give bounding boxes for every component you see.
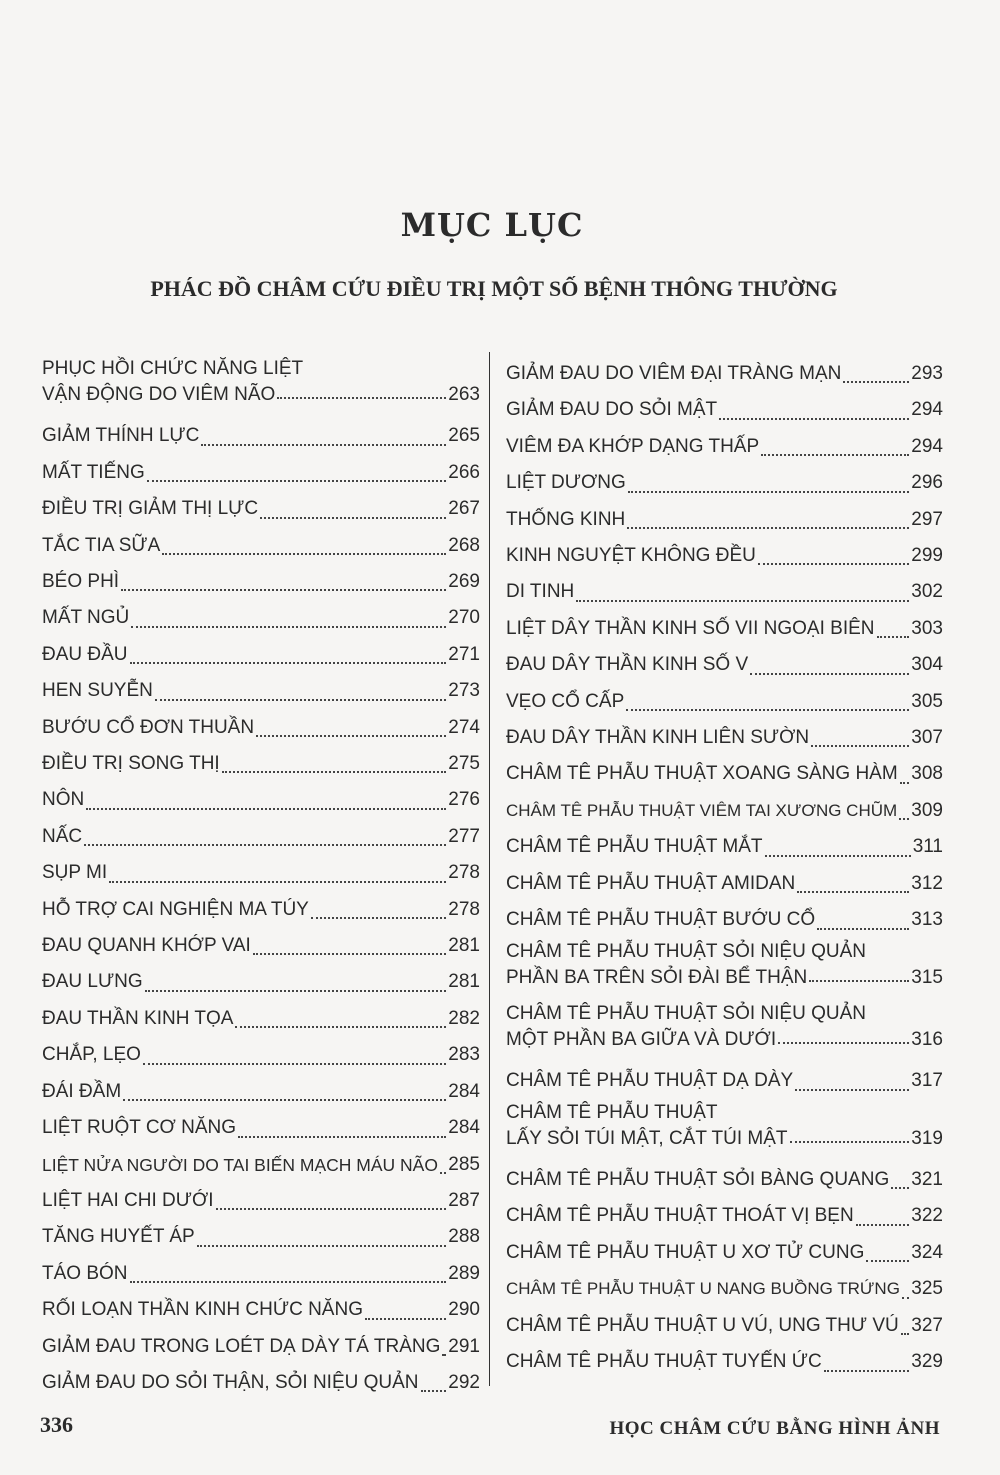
toc-entry-page: 263 [448, 384, 480, 405]
toc-entry [506, 793, 943, 829]
toc-entry-page: 319 [911, 1127, 943, 1149]
toc-entry-page: 275 [448, 753, 480, 775]
dot-leader [222, 771, 447, 773]
toc-entry [506, 756, 943, 792]
toc-entry [42, 710, 480, 746]
toc-entry-label: ĐIỀU TRỊ GIẢM THỊ LỰC [42, 498, 259, 520]
toc-entry [506, 684, 943, 720]
dot-leader [109, 881, 446, 883]
toc-entry-label: CHÂM TÊ PHẪU THUẬT U VÚ, UNG THƯ VÚ [506, 1314, 899, 1336]
toc-entry [42, 1147, 480, 1183]
toc-entry-label: TÁO BÓN [42, 1262, 128, 1284]
toc-entry-label: DI TINH [506, 581, 575, 603]
toc-entry-page: 291 [448, 1335, 480, 1357]
dot-leader [901, 1333, 910, 1335]
toc-entry [42, 564, 480, 600]
dot-leader [147, 480, 447, 482]
toc-entry-page: 309 [911, 799, 943, 821]
toc-entry [506, 902, 943, 938]
toc-entry [506, 1100, 943, 1152]
toc-entry-label: ĐAU ĐẦU [42, 643, 128, 665]
dot-leader [162, 553, 446, 555]
toc-entry-page: 324 [911, 1241, 943, 1263]
toc-entry-page: 294 [911, 435, 943, 457]
toc-entry [506, 538, 943, 574]
toc-entry-label: VẸO CỔ CẤP [506, 690, 625, 712]
dot-leader [719, 418, 909, 420]
toc-entry [506, 502, 943, 538]
toc-entry-label: TĂNG HUYẾT ÁP [42, 1226, 195, 1248]
toc-entry-page: 294 [911, 399, 943, 421]
toc-entry-label: GIẢM ĐAU TRONG LOÉT DẠ DÀY TÁ TRÀNG [42, 1335, 441, 1357]
toc-entry-label: ĐAU QUANH KHỚP VAI [42, 935, 251, 957]
toc-entry [506, 939, 943, 991]
toc-entry-label: ĐAU THẦN KINH TỌA [42, 1007, 234, 1029]
toc-entry-page: 316 [911, 1028, 943, 1050]
dot-leader [761, 454, 909, 456]
toc-entry-page: 296 [911, 472, 943, 494]
toc-entry-page: 315 [911, 966, 943, 988]
toc-entry-page: 293 [911, 363, 943, 384]
toc-entry-label: NẤC [42, 825, 83, 847]
dot-leader [811, 745, 909, 747]
dot-leader [277, 397, 446, 399]
dot-leader [891, 1187, 909, 1189]
toc-entry-label: CHÂM TÊ PHẪU THUẬT U XƠ TỬ CUNG [506, 1241, 865, 1263]
dot-leader [143, 1063, 446, 1065]
toc-entry-page: 270 [448, 607, 480, 629]
toc-entry-label: RỐI LOẠN THẦN KINH CHỨC NĂNG [42, 1299, 363, 1321]
toc-entry-label: ĐAU LƯNG [42, 971, 143, 993]
toc-entry-page: 274 [448, 716, 480, 738]
toc-entry [42, 819, 480, 855]
toc-entry [42, 528, 480, 564]
toc-entry-page: 304 [911, 654, 943, 676]
dot-leader [817, 928, 909, 930]
page-title: MỤC LỤC [400, 206, 584, 244]
toc-entry-label: BÉO PHÌ [42, 571, 120, 593]
dot-leader [235, 1026, 446, 1028]
dot-leader [899, 818, 909, 820]
toc-entry [42, 782, 480, 818]
toc-entry-label: HEN SUYỄN [42, 680, 153, 702]
dot-leader [145, 990, 447, 992]
dot-leader [130, 1281, 447, 1283]
toc-entry-label-line1: CHÂM TÊ PHẪU THUẬT SỎI NIỆU QUẢN [506, 940, 866, 962]
dot-leader [866, 1260, 909, 1262]
toc-entry-page: 308 [911, 763, 943, 785]
column-divider [489, 352, 490, 1386]
toc-entry-page: 302 [911, 581, 943, 603]
toc-entry-page: 278 [448, 862, 480, 884]
toc-entry [42, 964, 480, 1000]
toc-entry-label: CHẮP, LẸO [42, 1044, 141, 1066]
toc-entry-label: CHÂM TÊ PHẪU THUẬT MẮT [506, 836, 763, 858]
toc-entry [42, 1183, 480, 1219]
toc-entry [506, 1001, 943, 1053]
toc-entry-label: GIẢM ĐAU DO VIÊM ĐẠI TRÀNG MẠN [506, 363, 842, 384]
toc-entry [42, 1110, 480, 1146]
toc-entry [506, 720, 943, 756]
dot-leader [843, 381, 909, 383]
toc-entry-page: 271 [448, 643, 480, 665]
toc-entry-label: LẤY SỎI TÚI MẬT, CẮT TÚI MẬT [506, 1127, 788, 1149]
toc-entry [506, 647, 943, 683]
toc-entry [506, 574, 943, 610]
toc-entry [506, 829, 943, 865]
toc-entry-label: CHÂM TÊ PHẪU THUẬT THOÁT VỊ BẸN [506, 1205, 854, 1227]
toc-entry-page: 277 [448, 825, 480, 847]
toc-entry-label: KINH NGUYỆT KHÔNG ĐỀU [506, 545, 756, 567]
dot-leader [256, 735, 446, 737]
toc-entry-label: MỘT PHẦN BA GIỮA VÀ DƯỚI [506, 1028, 777, 1050]
toc-entry-label: CHÂM TÊ PHẪU THUẬT SỎI BÀNG QUANG [506, 1169, 890, 1191]
toc-entry [42, 637, 480, 673]
toc-entry-label: LIỆT NỬA NGƯỜI DO TAI BIẾN MẠCH MÁU NÃO [42, 1154, 438, 1175]
toc-entry-label: LIỆT HAI CHI DƯỚI [42, 1189, 214, 1211]
toc-entry [42, 1365, 480, 1401]
footer-page-number: 336 [40, 1412, 73, 1437]
toc-entry-label: CHÂM TÊ PHẪU THUẬT XOANG SÀNG HÀM [506, 763, 898, 785]
toc-entry-label: TẮC TIA SỮA [42, 534, 161, 556]
toc-entry-label: MẤT TIẾNG [42, 461, 145, 483]
dot-leader [795, 1089, 909, 1091]
dot-leader [121, 589, 446, 591]
toc-entry-page: 329 [911, 1351, 943, 1373]
dot-leader [627, 527, 909, 529]
toc-entry-label: GIẢM THÍNH LỰC [42, 425, 200, 447]
toc-entry [42, 1329, 480, 1365]
dot-leader [758, 563, 909, 565]
toc-entry-label: THỐNG KINH [506, 508, 626, 530]
dot-leader [809, 980, 909, 982]
toc-entry-page: 273 [448, 680, 480, 702]
toc-entry-label: CHÂM TÊ PHẪU THUẬT U NANG BUỒNG TRỨNG [506, 1279, 900, 1299]
toc-entry [506, 611, 943, 647]
toc-entry [42, 491, 480, 527]
dot-leader [216, 1208, 447, 1210]
dot-leader [877, 636, 910, 638]
toc-entry-label-line1: CHÂM TÊ PHẪU THUẬT [506, 1101, 718, 1123]
toc-entry-page: 284 [448, 1080, 480, 1102]
toc-entry-page: 313 [911, 909, 943, 931]
footer-book-title: HỌC CHÂM CỨU BẰNG HÌNH ẢNH [609, 1418, 940, 1439]
dot-leader [628, 491, 909, 493]
toc-entry-page: 290 [448, 1299, 480, 1321]
dot-leader [260, 517, 446, 519]
dot-leader [778, 1042, 909, 1044]
toc-entry-page: 292 [448, 1371, 480, 1393]
toc-entry-label-line1: PHỤC HỒI CHỨC NĂNG LIỆT [42, 358, 304, 379]
toc-entry-page: 284 [448, 1117, 480, 1139]
toc-entry [42, 1292, 480, 1328]
toc-entry-page: 283 [448, 1044, 480, 1066]
section-subtitle: PHÁC ĐỒ CHÂM CỨU ĐIỀU TRỊ MỘT SỐ BỆNH THÔNG THƯỜNG [150, 276, 838, 301]
toc-entry [506, 1063, 943, 1099]
toc-entry-label: ĐÁI ĐẦM [42, 1080, 122, 1102]
dot-leader [626, 709, 909, 711]
dot-leader [253, 953, 447, 955]
toc-entry-page: 327 [911, 1314, 943, 1336]
toc-entry [42, 418, 480, 454]
toc-entry [506, 1344, 943, 1380]
toc-entry-label: GIẢM ĐAU DO SỎI THẬN, SỎI NIỆU QUẢN [42, 1371, 419, 1393]
toc-entry-label: VẬN ĐỘNG DO VIÊM NÃO [42, 384, 276, 405]
toc-entry-page: 269 [448, 571, 480, 593]
toc-entry-label: CHÂM TÊ PHẪU THUẬT DẠ DÀY [506, 1070, 794, 1092]
toc-entry-label: LIỆT RUỘT CƠ NĂNG [42, 1117, 237, 1139]
dot-leader [84, 844, 446, 846]
toc-entry [506, 392, 943, 428]
toc-entry-label: ĐAU DÂY THẦN KINH SỐ V [506, 654, 749, 676]
toc-entry-page: 312 [911, 872, 943, 894]
dot-leader [130, 662, 447, 664]
toc-entry-page: 282 [448, 1007, 480, 1029]
dot-leader [421, 1390, 447, 1392]
dot-leader [131, 626, 446, 628]
toc-entry-label: ĐIỀU TRỊ SONG THỊ [42, 753, 220, 775]
toc-entry-label: LIỆT DƯƠNG [506, 472, 626, 494]
toc-entry-label: BƯỚU CỔ ĐƠN THUẦN [42, 716, 255, 738]
toc-entry-page: 265 [448, 425, 480, 447]
toc-entry [42, 1219, 480, 1255]
toc-entry-label: CHÂM TÊ PHẪU THUẬT BƯỚU CỔ [506, 909, 816, 931]
toc-entry [42, 673, 480, 709]
toc-entry-page: 267 [448, 498, 480, 520]
toc-entry [42, 356, 480, 408]
dot-leader [365, 1318, 446, 1320]
toc-entry [42, 855, 480, 891]
toc-entry-label: HỖ TRỢ CAI NGHIỆN MA TÚY [42, 898, 309, 920]
dot-leader [790, 1141, 910, 1143]
dot-leader [123, 1099, 446, 1101]
dot-leader [797, 891, 909, 893]
toc-entry-page: 268 [448, 534, 480, 556]
toc-entry-page: 281 [448, 971, 480, 993]
toc-entry-page: 288 [448, 1226, 480, 1248]
toc-entry-label: LIỆT DÂY THẦN KINH SỐ VII NGOẠI BIÊN [506, 617, 875, 639]
toc-right-column [506, 356, 943, 1381]
toc-entry [42, 1256, 480, 1292]
dot-leader [750, 673, 909, 675]
toc-entry [42, 746, 480, 782]
toc-entry-page: 317 [911, 1070, 943, 1092]
toc-entry-page: 322 [911, 1205, 943, 1227]
toc-entry [506, 1162, 943, 1198]
dot-leader [442, 1354, 446, 1356]
toc-entry-label: NÔN [42, 789, 85, 811]
toc-entry [42, 600, 480, 636]
toc-entry [42, 928, 480, 964]
toc-entry-page: 297 [911, 508, 943, 530]
toc-entry-label: MẤT NGỦ [42, 607, 130, 629]
toc-entry-label: CHÂM TÊ PHẪU THUẬT TUYẾN ỨC [506, 1351, 822, 1373]
toc-entry [506, 866, 943, 902]
toc-entry-label: CHÂM TÊ PHẪU THUẬT VIÊM TAI XƯƠNG CHŨM [506, 800, 898, 820]
toc-entry-label: GIẢM ĐAU DO SỎI MẬT [506, 399, 718, 421]
toc-entry-page: 321 [911, 1169, 943, 1191]
toc-entry [42, 455, 480, 491]
toc-entry-page: 303 [911, 617, 943, 639]
toc-entry-label: SỤP MI [42, 862, 108, 884]
toc-entry-page: 307 [911, 727, 943, 749]
toc-entry [506, 465, 943, 501]
toc-entry [506, 1198, 943, 1234]
dot-leader [856, 1224, 910, 1226]
dot-leader [900, 782, 910, 784]
toc-entry-label: VIÊM ĐA KHỚP DẠNG THẤP [506, 435, 760, 457]
toc-entry [42, 1001, 480, 1037]
toc-entry-page: 287 [448, 1189, 480, 1211]
toc-entry [506, 429, 943, 465]
dot-leader [197, 1245, 447, 1247]
toc-entry [42, 1037, 480, 1073]
dot-leader [155, 699, 446, 701]
toc-entry-page: 281 [448, 935, 480, 957]
toc-entry [506, 356, 943, 392]
toc-entry-page: 276 [448, 789, 480, 811]
dot-leader [238, 1136, 446, 1138]
dot-leader [440, 1172, 446, 1174]
toc-entry-page: 305 [911, 690, 943, 712]
dot-leader [201, 444, 446, 446]
toc-entry-label: ĐAU DÂY THẦN KINH LIÊN SƯỜN [506, 727, 810, 749]
toc-entry [506, 1308, 943, 1344]
toc-entry [42, 892, 480, 928]
toc-entry-page: 285 [448, 1153, 480, 1175]
toc-left-column [42, 356, 480, 1401]
toc-entry-page: 311 [912, 836, 943, 858]
toc-entry-page: 266 [448, 461, 480, 483]
toc-entry [42, 1074, 480, 1110]
toc-entry-label: PHẦN BA TRÊN SỎI ĐÀI BỂ THẬN [506, 966, 808, 988]
dot-leader [765, 855, 911, 857]
dot-leader [86, 808, 446, 810]
dot-leader [824, 1370, 910, 1372]
toc-entry-page: 289 [448, 1262, 480, 1284]
dot-leader [576, 600, 909, 602]
toc-entry-page: 299 [911, 545, 943, 567]
toc-entry [506, 1235, 943, 1271]
dot-leader [902, 1297, 909, 1299]
dot-leader [311, 917, 446, 919]
toc-entry-page: 278 [448, 898, 480, 920]
toc-entry-page: 325 [911, 1278, 943, 1300]
toc-entry-label: CHÂM TÊ PHẪU THUẬT AMIDAN [506, 872, 796, 894]
toc-entry [506, 1271, 943, 1307]
toc-entry-label-line1: CHÂM TÊ PHẪU THUẬT SỎI NIỆU QUẢN [506, 1002, 866, 1024]
